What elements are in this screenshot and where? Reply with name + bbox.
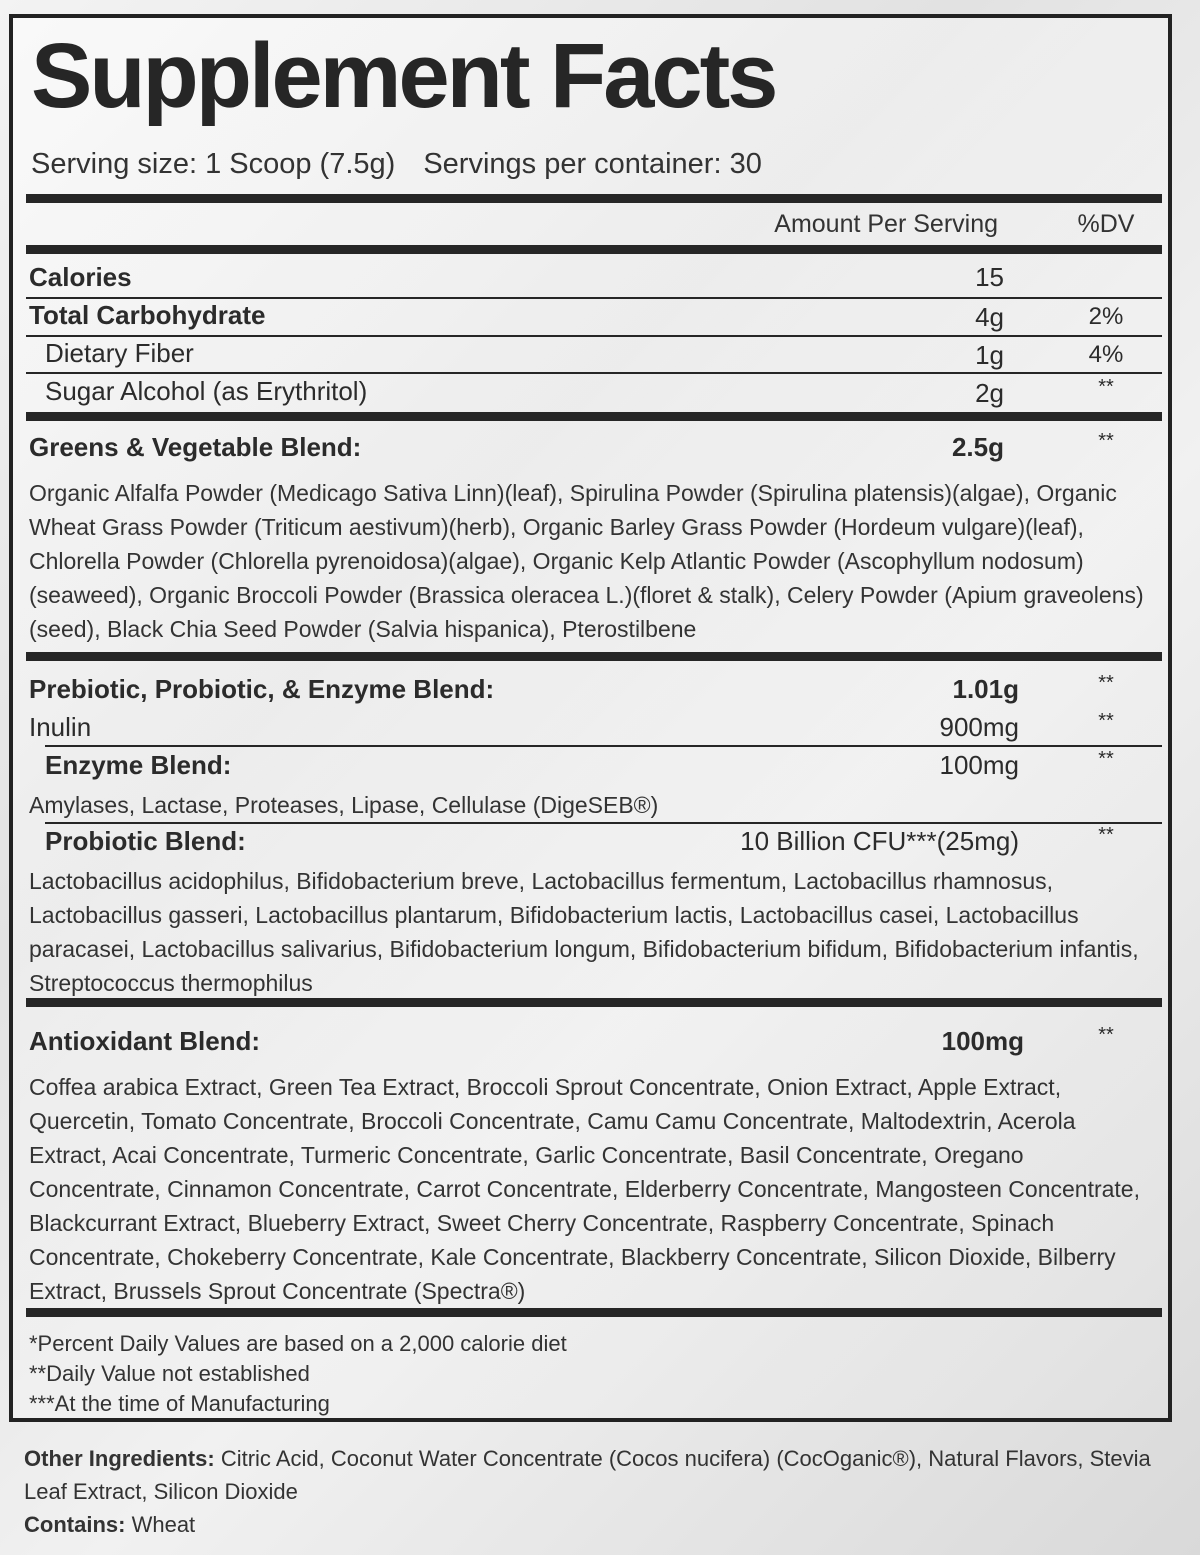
dv-header: %DV xyxy=(1077,210,1135,238)
probiotic-blend-label: Probiotic Blend: xyxy=(45,826,246,856)
other-ingredients xyxy=(24,1442,1174,1541)
inulin-label: Inulin xyxy=(29,712,92,742)
serving-size: Serving size: 1 Scoop (7.5g) xyxy=(31,148,396,180)
antioxidant-blend-label: Antioxidant Blend: xyxy=(29,1026,261,1056)
enzyme-blend-dv: ** xyxy=(1098,748,1114,770)
antioxidant-blend-ingredients: Coffea arabica Extract, Green Tea Extract, Broccoli Sprout Concentrate, Onion Extract, Apple Extract, Quercetin, Tomato Concentrate, Broccoli Concentrate, Camu Camu Concentrate, Maltodextrin, Acerola Extract, Acai Concentrate, Turmeric Concentrate, Garlic Concentrate, Basil Concentrate, Oregano Concentrate, Cinnamon Concentrate, Carrot Concentrate, Elderberry Concentrate, Mangosteen Concentrate, Blackcurrant Extract, Blueberry Extract, Sweet Cherry Concentrate, Raspberry Concentrate, Spinach Concentrate, Chokeberry Concentrate, Kale Concentrate, Blackberry Concentrate, Silicon Dioxide, Bilberry Extract, Brussels Sprout Concentrate (Spectra®) xyxy=(29,1074,1140,1304)
total-carbohydrate-label: Total Carbohydrate xyxy=(29,300,266,330)
probiotic-blend-amount: 10 Billion CFU***(25mg) xyxy=(740,826,1019,856)
divider xyxy=(26,412,1162,421)
probiotic-blend-ingredients: Lactobacillus acidophilus, Bifidobacterium breve, Lactobacillus fermentum, Lactobacillus rhamnosus, Lactobacillus gasseri, Lactobacillus plantarum, Bifidobacterium lactis, Lactobacillus casei, Lactobacillus paracasei, Lactobacillus salivarius, Bifidobacterium longum, Bifidobacterium bifidum, Bifidobacterium infantis, Streptococcus thermophilus xyxy=(29,868,1139,996)
enzyme-blend-ingredients: Amylases, Lactase, Proteases, Lipase, Cellulase (DigeSEB®) xyxy=(29,792,659,818)
enzyme-blend-amount: 100mg xyxy=(939,750,1019,780)
divider xyxy=(26,1308,1162,1317)
serving-info xyxy=(31,148,762,181)
greens-blend-ingredients: Organic Alfalfa Powder (Medicago Sativa Linn)(leaf), Spirulina Powder (Spirulina platensis)(algae), Organic Wheat Grass Powder (Triticum aestivum)(herb), Organic Barley Grass Powder (Hordeum vulgare)(leaf), Chlorella Powder (Chlorella pyrenoidosa)(algae), Organic Kelp Atlantic Powder (Ascophyllum nodosum)(seaweed), Organic Broccoli Powder (Brassica oleracea L.)(floret & stalk), Celery Powder (Apium graveolens)(seed), Black Chia Seed Powder (Salvia hispanica), Pterostilbene xyxy=(29,480,1144,642)
antioxidant-blend-amount: 100mg xyxy=(941,1026,1024,1056)
calories-amount: 15 xyxy=(975,262,1004,292)
divider xyxy=(26,245,1162,254)
other-ingredients-label: Other Ingredients: xyxy=(24,1446,215,1471)
prebiotic-blend-dv: ** xyxy=(1098,672,1114,694)
probiotic-blend-dv: ** xyxy=(1098,824,1114,846)
total-carbohydrate-amount: 4g xyxy=(975,302,1004,332)
divider xyxy=(45,822,1162,824)
divider xyxy=(26,297,1162,299)
servings-per-container: Servings per container: 30 xyxy=(423,148,762,180)
prebiotic-blend-amount: 1.01g xyxy=(952,674,1019,704)
prebiotic-blend-label: Prebiotic, Probiotic, & Enzyme Blend: xyxy=(29,674,495,704)
footnote-dv-not-established: **Daily Value not established xyxy=(29,1361,310,1386)
divider xyxy=(26,998,1162,1007)
footnote-dv-basis: *Percent Daily Values are based on a 2,000 calorie diet xyxy=(29,1331,567,1356)
greens-blend-amount: 2.5g xyxy=(951,432,1004,462)
other-ingredients-text: Citric Acid, Coconut Water Concentrate (Cocos nucifera) (CocOganic®), Natural Flavors, Stevia Leaf Extract, Silicon Dioxide xyxy=(24,1446,1151,1504)
divider xyxy=(26,194,1162,203)
divider xyxy=(26,652,1162,661)
divider xyxy=(26,335,1162,337)
calories-label: Calories xyxy=(29,262,132,292)
greens-blend-dv: ** xyxy=(1098,430,1114,452)
sugar-alcohol-dv: ** xyxy=(1098,376,1114,398)
antioxidant-blend-dv: ** xyxy=(1098,1024,1114,1046)
sugar-alcohol-amount: 2g xyxy=(975,378,1004,408)
dietary-fiber-amount: 1g xyxy=(975,340,1004,370)
supplement-facts-panel xyxy=(9,14,1172,1422)
dietary-fiber-label: Dietary Fiber xyxy=(45,338,194,368)
amount-per-serving-header: Amount Per Serving xyxy=(774,210,998,238)
inulin-amount: 900mg xyxy=(939,712,1019,742)
footnote-manufacturing: ***At the time of Manufacturing xyxy=(29,1391,330,1416)
panel-title: Supplement Facts xyxy=(31,25,776,127)
enzyme-blend-label: Enzyme Blend: xyxy=(45,750,232,780)
total-carbohydrate-dv: 2% xyxy=(1088,303,1124,330)
divider xyxy=(26,372,1162,374)
greens-blend-label: Greens & Vegetable Blend: xyxy=(29,432,362,462)
divider xyxy=(45,745,1162,747)
inulin-dv: ** xyxy=(1098,710,1114,732)
sugar-alcohol-label: Sugar Alcohol (as Erythritol) xyxy=(45,376,368,406)
dietary-fiber-dv: 4% xyxy=(1088,341,1124,368)
contains-text: Wheat xyxy=(131,1512,196,1537)
contains-label: Contains: xyxy=(24,1512,126,1537)
